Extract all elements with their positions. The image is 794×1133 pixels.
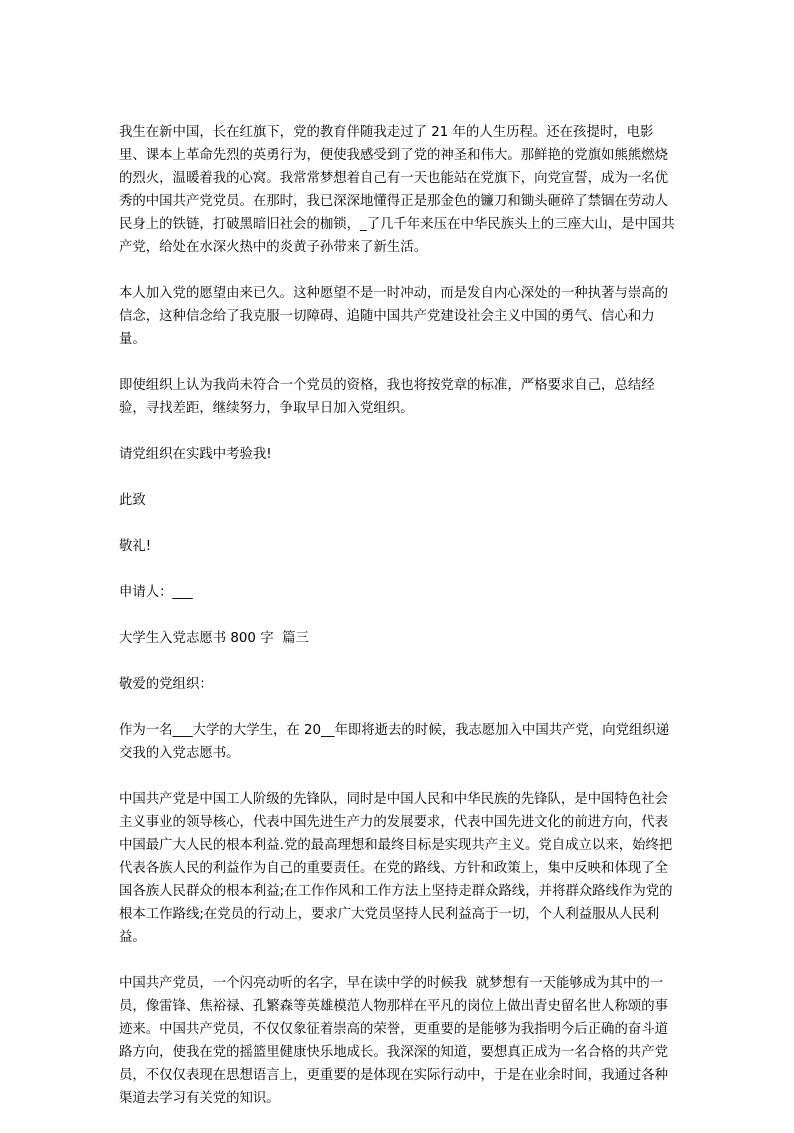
paragraph-childhood: 我生在新中国，长在红旗下，党的教育伴随我走过了 21 年的人生历程。还在孩提时，电影里、课本上革命先烈的英勇行为，便使我感受到了党的神圣和伟大。那鲜艳的党旗如熊熊燃烧的烈火，温暖着我的心窝。我常常梦想着自己有一天也能站在党旗下，向党宣誓，成为一名优秀的中国共产党党员。在那时，我已深深地懂得正是那金色的镰刀和锄头砸碎了禁锢在劳动人民身上的铁链，打破黑暗旧社会的枷锁，_了几千年来压在中华民族头上的三座大山，是中国共产党，给处在水深火热中的炎黄子孙带来了新生活。 [119,125,675,255]
closing-jingli: 敬礼! [119,539,152,554]
paragraph-intro: 作为一名___大学的大学生，在 20__年即将逝去的时候，我志愿加入中国共产党，向党组织递交我的入党志愿书。 [119,723,670,761]
closing-zhizhi: 此致 [119,493,146,508]
paragraph-request: 请党组织在实践中考验我! [119,447,272,462]
document-body [119,121,679,1133]
paragraph-party-nature: 中国共产党是中国工人阶级的先锋队，同时是中国人民和中华民族的先锋队，是中国特色社会主义事业的领导核心，代表中国先进生产力的发展要求，代表中国先进文化的前进方向，代表中国最广大人民的根本利益.党的最高理想和最终目标是实现共产主义。党自成立以来，始终把代表各族人民的利益作为自己的重要责任。在党的路线、方针和政策上，集中反映和体现了全国各族人民群众的根本利益;在工作作风和工作方法上坚持走群众路线，并将群众路线作为党的根本工作路线;在党员的行动上，要求广大党员坚持人民利益高于一切，个人利益服从人民利益。 [119,792,673,945]
paragraph-aspiration: 中国共产党员，一个闪亮动听的名字，早在读中学的时候我 就梦想有一天能够成为其中的一员，像雷锋、焦裕禄、孔繁森等英雄模范人物那样在平凡的岗位上做出青史留名世人称颂的事迹来。中国共产党员，不仅仅象征着崇高的荣誉，更重要的是能够为我指明今后正确的奋斗道路方向，使我在党的摇篮里健康快乐地成长。我深深的知道，要想真正成为一名合格的共产党员，不仅仅表现在思想语言上，更重要的是体现在实际行动中，于是在业余时间，我通过各种渠道去学习有关党的知识。 [119,976,669,1106]
applicant-signature-line: 申请人：___ [119,585,193,600]
paragraph-wish: 本人加入党的愿望由来已久。这种愿望不是一时冲动，而是发自内心深处的一种执著与崇高的信念，这种信念给了我克服一切障碍、追随中国共产党建设社会主义中国的勇气、信心和力量。 [119,286,669,347]
salutation: 敬爱的党组织： [119,677,213,692]
paragraph-commitment: 即使组织上认为我尚未符合一个党员的资格，我也将按党章的标准，严格要求自己，总结经验，寻找差距，继续努力，争取早日加入党组织。 [119,378,655,416]
section-heading: 大学生入党志愿书 800 字 篇三 [119,631,309,646]
